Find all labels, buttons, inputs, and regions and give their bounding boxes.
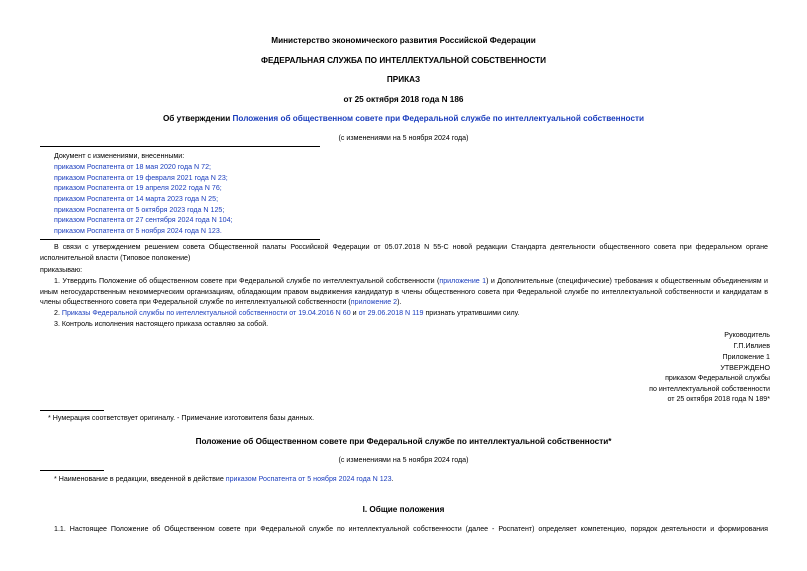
section-paragraph-1-1: 1.1. Настоящее Положение об Общественном совете при Федеральной службе по интеллектуальной собственности (далее - Роспатент) определяет компетенцию, порядок деятельности и формирования bbox=[54, 525, 768, 533]
appendix-label: Приложение 1 bbox=[722, 353, 770, 361]
signature-role: Руководитель bbox=[724, 331, 770, 339]
footnote-2: * Наименование в редакции, введенной в действие приказом Роспатента от 5 ноября 2024 года N 123. bbox=[54, 475, 394, 483]
amendments-top-rule bbox=[40, 146, 320, 147]
paragraph-3: 3. Контроль исполнения настоящего приказа оставляю за собой. bbox=[54, 320, 269, 328]
footnote-1: * Нумерация соответствует оригиналу. - Примечание изготовителя базы данных. bbox=[48, 414, 315, 422]
amendment-link[interactable]: приказом Роспатента от 5 ноября 2024 года N 123. bbox=[54, 227, 222, 235]
amendments-bottom-rule bbox=[40, 239, 320, 240]
regulation-title: Положение об Общественном совете при Федеральной службе по интеллектуальной собственности* bbox=[195, 437, 612, 446]
appendix-1-link[interactable]: приложение 1 bbox=[439, 277, 487, 285]
section-title: I. Общие положения bbox=[362, 505, 445, 514]
subject-prefix: Об утверждении bbox=[162, 114, 233, 123]
paragraph-2: 2. Приказы Федеральной службы по интеллектуальной собственности от 19.04.2016 N 60 и от 29.06.2018 N 119 признать утратившими силу. bbox=[54, 309, 520, 317]
order-subject bbox=[0, 114, 807, 123]
preamble-line-1: В связи с утверждением решением совета Общественной палаты Российской Федерации от 05.07.2018 N 55-С новой редакции Стандарта деятельности общественного совета при федеральном органе bbox=[54, 243, 768, 251]
amendment-link[interactable]: приказом Роспатента от 18 мая 2020 года N 72; bbox=[54, 163, 211, 171]
appendix-approved: УТВЕРЖДЕНО bbox=[720, 364, 770, 372]
appendix-line-2: по интеллектуальной собственности bbox=[649, 385, 770, 393]
doc-type-heading: ПРИКАЗ bbox=[386, 75, 421, 84]
service-heading: ФЕДЕРАЛЬНАЯ СЛУЖБА ПО ИНТЕЛЛЕКТУАЛЬНОЙ СОБСТВЕННОСТИ bbox=[260, 56, 547, 65]
amendment-link[interactable]: приказом Роспатента от 19 февраля 2021 года N 23; bbox=[54, 174, 228, 182]
revision-note: (с изменениями на 5 ноября 2024 года) bbox=[338, 134, 469, 142]
footnote-2-rule bbox=[40, 470, 104, 471]
paragraph-1-line-2: иным негосударственным некоммерческим организациям, обладающим правом выдвижения кандидатур в члены общественного совета при Федеральной службе по интеллектуальной собственности и кандидатам в bbox=[40, 288, 768, 296]
appendix-2-link[interactable]: приложение 2 bbox=[350, 298, 398, 306]
amendment-link[interactable]: приказом Роспатента от 14 марта 2023 года N 25; bbox=[54, 195, 219, 203]
appendix-line-3: от 25 октября 2018 года N 189* bbox=[667, 395, 770, 403]
paragraph-1-line-1: 1. Утвердить Положение об общественном совете при Федеральной службе по интеллектуальной собственности (приложение 1) и Дополнительные (специфические) требования к общественным объединениям и bbox=[54, 277, 768, 285]
paragraph-1-line-3: члены общественного совета при Федеральной службе по интеллектуальной собственности (приложение 2). bbox=[40, 298, 402, 306]
amendment-link[interactable]: приказом Роспатента от 19 апреля 2022 года N 76; bbox=[54, 184, 222, 192]
subject-link[interactable]: Положения об общественном совете при Федеральной службе по интеллектуальной собственности bbox=[232, 114, 645, 123]
ministry-heading: Министерство экономического развития Российской Федерации bbox=[271, 36, 536, 45]
signature-name: Г.П.Ивлиев bbox=[733, 342, 770, 350]
amendment-link[interactable]: приказом Роспатента от 27 сентября 2024 года N 104; bbox=[54, 216, 233, 224]
amendment-link[interactable]: приказом Роспатента от 5 октября 2023 года N 125; bbox=[54, 206, 225, 214]
order-date: от 25 октября 2018 года N 186 bbox=[343, 95, 464, 104]
repealed-order-link-2[interactable]: от 29.06.2018 N 119 bbox=[358, 309, 424, 317]
regulation-revision: (с изменениями на 5 ноября 2024 года) bbox=[338, 456, 469, 464]
appendix-line-1: приказом Федеральной службы bbox=[665, 374, 770, 382]
amendments-intro: Документ с изменениями, внесенными: bbox=[54, 152, 185, 160]
order-word: приказываю: bbox=[40, 266, 83, 274]
footnote-2-link[interactable]: приказом Роспатента от 5 ноября 2024 года N 123 bbox=[225, 475, 392, 483]
preamble-line-2: исполнительной власти (Типовое положение) bbox=[40, 254, 191, 262]
footnote-1-rule bbox=[40, 410, 104, 411]
repealed-order-link-1[interactable]: Приказы Федеральной службы по интеллектуальной собственности от 19.04.2016 N 60 bbox=[61, 309, 351, 317]
